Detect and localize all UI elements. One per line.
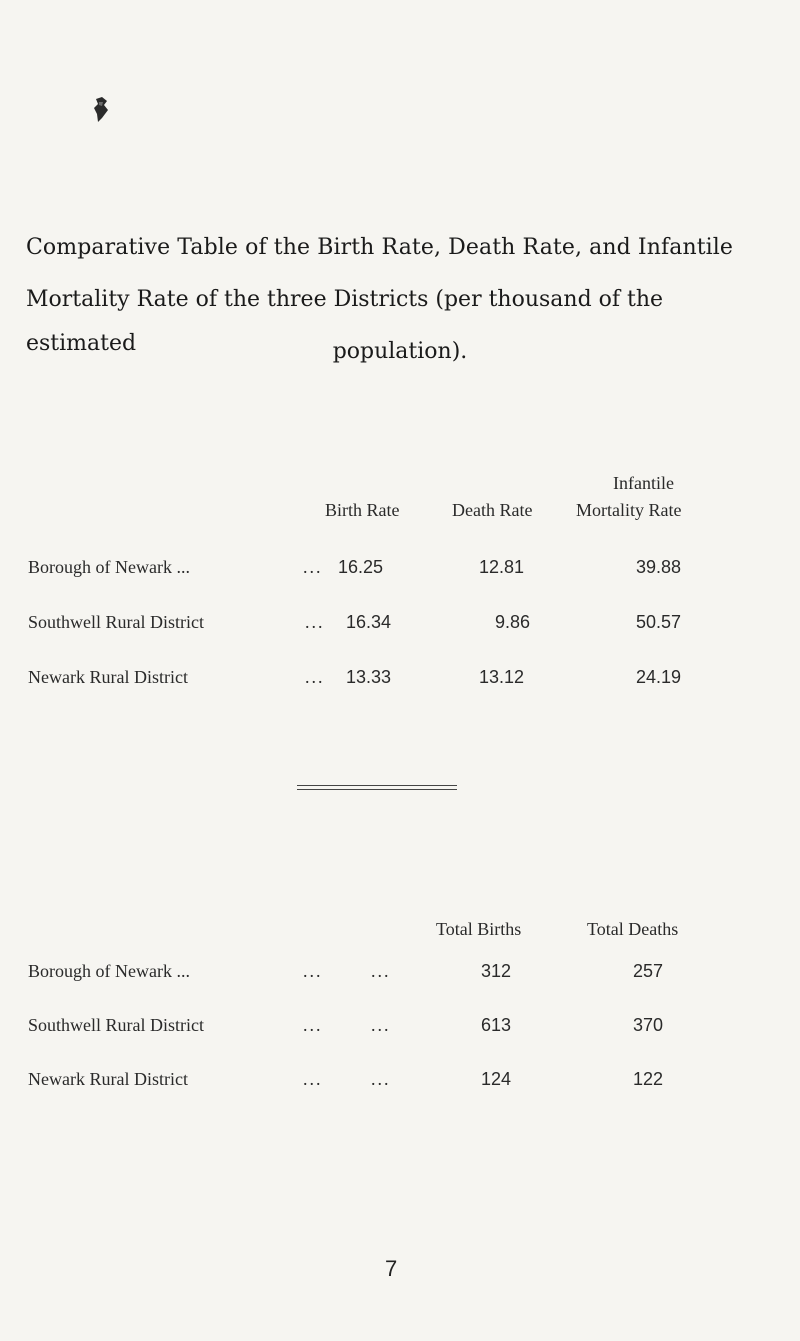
dot-leader: ...	[303, 1069, 323, 1089]
total-deaths-value: 257	[633, 961, 664, 981]
birth-rate-value: 16.25	[338, 557, 384, 577]
header-death-rate: Death Rate	[452, 500, 533, 520]
dot-leader: ...	[371, 1069, 391, 1089]
header-mortality-rate: Mortality Rate	[576, 500, 682, 520]
divider-rule	[297, 785, 457, 786]
dot-leader: ...	[305, 667, 325, 687]
district-name: Newark Rural District	[28, 667, 188, 687]
dot-leader: ...	[303, 961, 323, 981]
total-births-value: 124	[481, 1069, 512, 1089]
header-infantile: Infantile	[613, 473, 674, 493]
district-name: Southwell Rural District	[28, 612, 204, 632]
death-rate-value: 13.12	[479, 667, 525, 687]
death-rate-value: 9.86	[495, 612, 531, 632]
dot-leader: ...	[305, 612, 325, 632]
district-name: Newark Rural District	[28, 1069, 188, 1089]
divider-rule	[297, 789, 457, 790]
birth-rate-value: 13.33	[346, 667, 392, 687]
district-name: Borough of Newark ...	[28, 961, 190, 981]
total-births-value: 312	[481, 961, 512, 981]
infant-rate-value: 39.88	[636, 557, 682, 577]
death-rate-value: 12.81	[479, 557, 525, 577]
title-line-1: Comparative Table of the Birth Rate, Death Rate, and Infantile	[26, 235, 734, 260]
header-total-deaths: Total Deaths	[587, 919, 679, 939]
total-deaths-value: 122	[633, 1069, 664, 1089]
district-name: Borough of Newark ...	[28, 557, 190, 577]
district-name: Southwell Rural District	[28, 1015, 204, 1035]
total-deaths-value: 370	[633, 1015, 664, 1035]
dot-leader: ...	[303, 1015, 323, 1035]
dot-leader: ...	[371, 1015, 391, 1035]
infant-rate-value: 24.19	[636, 667, 682, 687]
printer-mark-icon	[92, 96, 110, 124]
title-line-2: Mortality Rate of the three Districts (per thousand of the estimated	[26, 287, 664, 356]
birth-rate-value: 16.34	[346, 612, 392, 632]
dot-leader: ...	[303, 557, 323, 577]
dot-leader: ...	[371, 961, 391, 981]
page-number: 7	[385, 1256, 398, 1281]
title-line-3: population).	[332, 339, 468, 364]
infant-rate-value: 50.57	[636, 612, 682, 632]
header-total-births: Total Births	[436, 919, 522, 939]
total-births-value: 613	[481, 1015, 512, 1035]
header-birth-rate: Birth Rate	[325, 500, 400, 520]
